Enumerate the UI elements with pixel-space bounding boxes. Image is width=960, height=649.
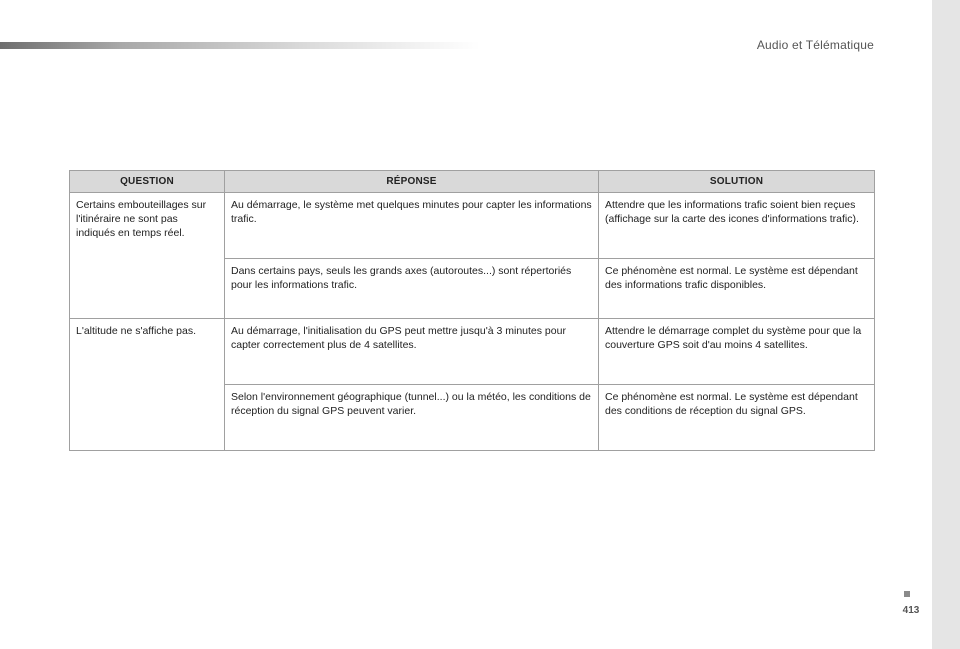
solution-cell: Ce phénomène est normal. Le système est dépendant des conditions de réception du signal GPS. [599, 385, 875, 451]
section-title: Audio et Télématique [756, 38, 874, 52]
table-row [70, 193, 875, 259]
page-side-strip [932, 0, 960, 649]
solution-cell: Attendre le démarrage complet du système pour que la couverture GPS soit d'au moins 4 satellites. [599, 319, 875, 385]
response-cell: Au démarrage, le système met quelques minutes pour capter les informations trafic. [225, 193, 599, 259]
solution-cell: Attendre que les informations trafic soient bien reçues (affichage sur la carte des icones d'informations trafic). [599, 193, 875, 259]
question-cell: Certains embouteillages sur l'itinéraire ne sont pas indiqués en temps réel. [70, 193, 225, 319]
troubleshooting-table [69, 170, 875, 451]
response-cell: Selon l'environnement géographique (tunnel...) ou la météo, les conditions de réception du signal GPS peuvent varier. [225, 385, 599, 451]
solution-cell: Ce phénomène est normal. Le système est dépendant des informations trafic disponibles. [599, 259, 875, 319]
table-header-row [70, 171, 875, 193]
column-header-response: RÉPONSE [225, 171, 599, 193]
response-cell: Au démarrage, l'initialisation du GPS peut mettre jusqu'à 3 minutes pour capter correctement plus de 4 satellites. [225, 319, 599, 385]
column-header-question: QUESTION [70, 171, 225, 193]
page-number: 413 [902, 605, 920, 616]
header-gradient-bar [0, 42, 480, 49]
table-row [70, 319, 875, 385]
question-cell: L'altitude ne s'affiche pas. [70, 319, 225, 451]
page-marker-square [904, 591, 910, 597]
column-header-solution: SOLUTION [599, 171, 875, 193]
response-cell: Dans certains pays, seuls les grands axes (autoroutes...) sont répertoriés pour les informations trafic. [225, 259, 599, 319]
